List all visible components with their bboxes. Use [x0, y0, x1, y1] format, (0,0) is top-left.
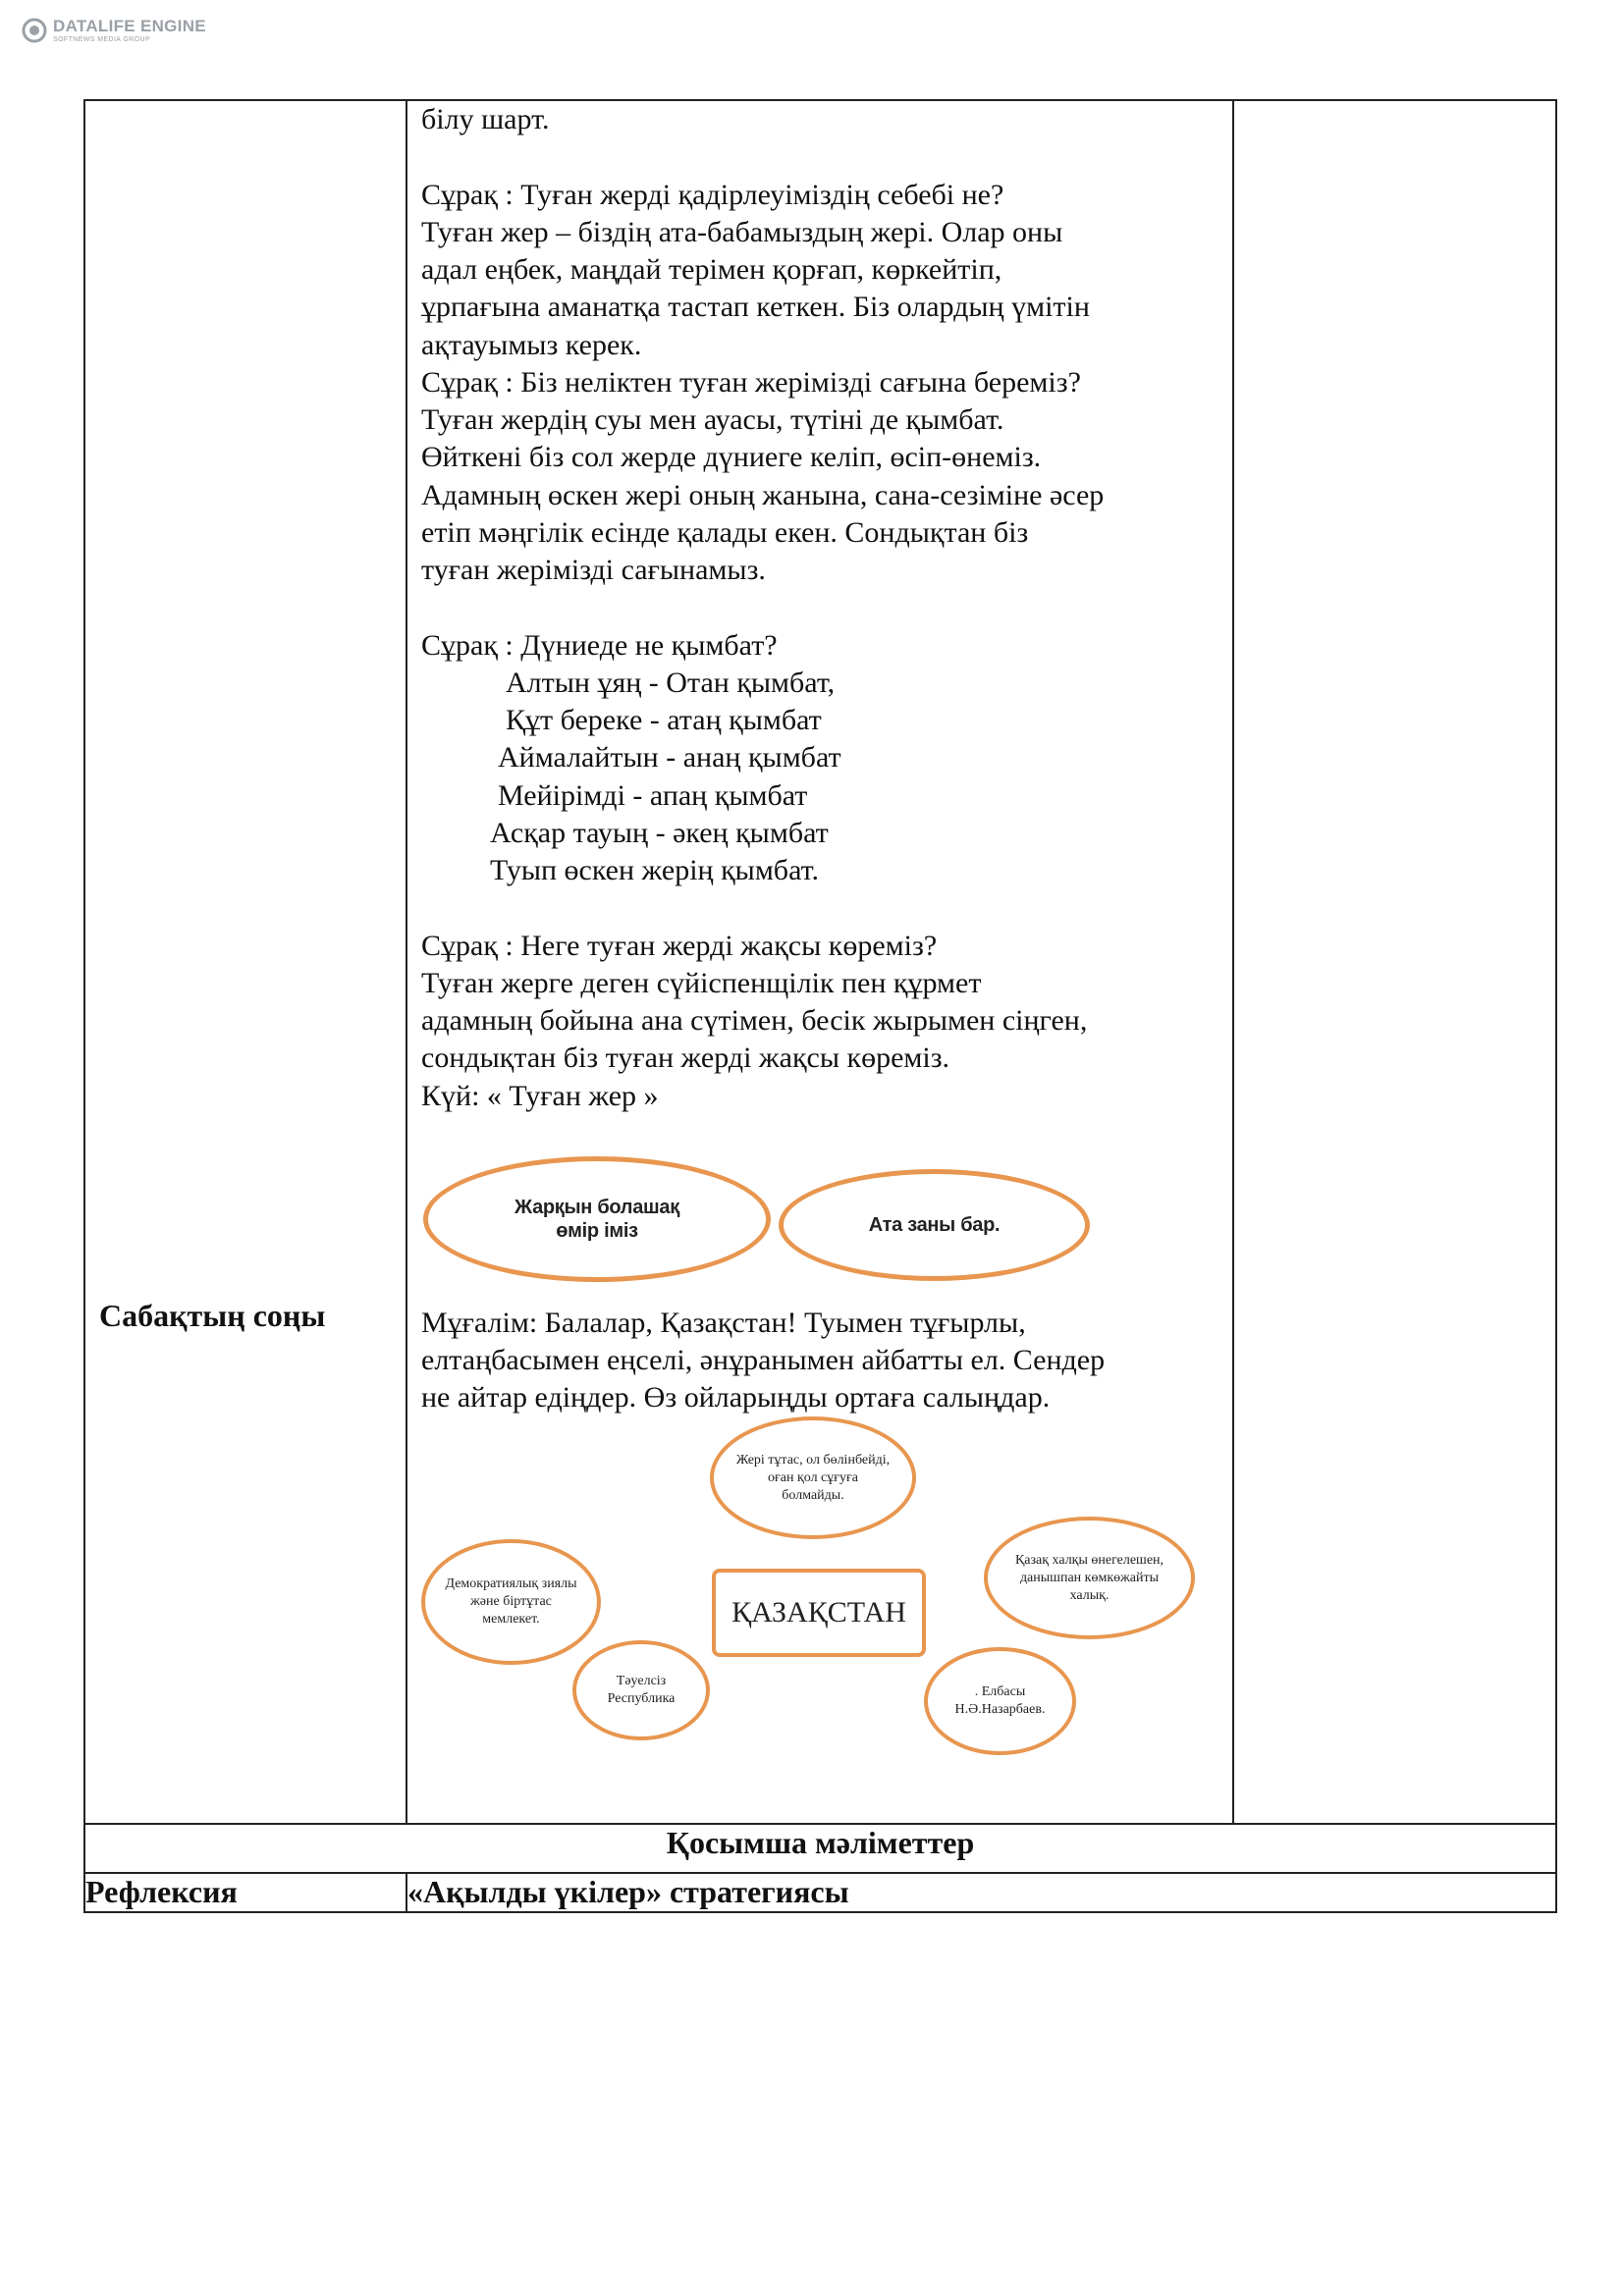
- teacher-line: Мұғалім: Балалар, Қазақстан! Туымен тұғырлы,: [421, 1307, 1026, 1339]
- bubble-president: [924, 1647, 1076, 1755]
- watermark: [22, 18, 206, 43]
- content-line: ұрпағына аманатқа тастап кеткен. Біз олардың үмітін: [421, 291, 1090, 323]
- content-line: ақтауымыз керек.: [421, 329, 642, 361]
- bubble-democracy-line: Демократиялық зиялы: [445, 1576, 577, 1591]
- lesson-table: [83, 99, 1557, 1913]
- content-line: Күй: « Туған жер »: [421, 1080, 659, 1112]
- content-line: Туған жер – біздің ата-бабамыздың жері. Олар оны: [421, 216, 1063, 248]
- content-line: етіп мәңгілік есінде қалады екен. Сондықтан біз: [421, 516, 1029, 549]
- teacher-line: елтаңбасымен еңселі, әнұранымен айбатты ел. Сендер: [421, 1344, 1106, 1376]
- content-line: Адамның өскен жері оның жанына, сана-сезіміне әсер: [421, 479, 1105, 511]
- ellipse-bright-future-line2: өмір іміз: [556, 1220, 638, 1242]
- bubble-people-line: халық.: [1069, 1587, 1110, 1603]
- ellipse-bright-future-line1: Жарқын болашақ: [514, 1197, 679, 1218]
- bubble-democracy-line: және біртұтас: [470, 1594, 552, 1609]
- stage-label: Сабақтың соңы: [99, 1298, 326, 1333]
- eye-logo-icon: [22, 18, 47, 43]
- watermark-subtitle: SOFTNEWS MEDIA GROUP: [53, 36, 151, 43]
- stage-row: [84, 100, 1556, 1824]
- bubble-land-line: оған қол сұғуға: [768, 1469, 858, 1485]
- bubble-people: [984, 1517, 1195, 1639]
- bubble-democracy: [421, 1539, 601, 1665]
- extra-info-header: Қосымша мәліметтер: [84, 1824, 1556, 1873]
- content-line: білу шарт.: [421, 103, 550, 135]
- poem-line: Туып өскен жерің қымбат.: [490, 854, 819, 886]
- ellipse-law-text: Ата заны бар.: [868, 1214, 1001, 1236]
- content-line: адал еңбек, маңдай терімен қорғап, көркейтіп,: [421, 253, 1002, 286]
- poem-line: Аймалайтын - анаң қымбат: [498, 741, 841, 774]
- bubble-republic: [572, 1640, 710, 1740]
- bubble-land: [710, 1416, 916, 1539]
- content-line: Сұрақ : Біз неліктен туған жерімізді сағына береміз?: [421, 366, 1081, 399]
- content-line: Туған жерге деген сүйіспенщілік пен құрмет: [421, 967, 982, 999]
- bubble-democracy-line: мемлекет.: [482, 1612, 540, 1627]
- kazakhstan-box: [712, 1569, 926, 1657]
- resources-cell: [1233, 100, 1556, 1824]
- reflection-label: Рефлексия: [84, 1873, 406, 1912]
- content-line: адамның бойына ана сүтімен, бесік жырымен сіңген,: [421, 1004, 1088, 1037]
- ellipse-law: [779, 1169, 1090, 1281]
- poem-line: Алтын ұяң - Отан қымбат,: [506, 667, 836, 699]
- ellipse-bright-future: [423, 1156, 771, 1282]
- content-line: Өйткені біз сол жерде дүниеге келіп, өсіп-өнеміз.: [421, 441, 1042, 473]
- bubble-president-line: . Елбасы: [974, 1684, 1026, 1699]
- bubble-land-line: болмайды.: [782, 1487, 844, 1503]
- content-line: Туған жердің суы мен ауасы, түтіні де қымбат.: [421, 403, 1004, 436]
- bubble-president-line: Н.Ә.Назарбаев.: [954, 1702, 1046, 1717]
- content-line: сондықтан біз туған жерді жақсы көреміз.: [421, 1041, 950, 1074]
- bubble-republic-line: Тәуелсіз: [616, 1674, 667, 1688]
- poem-line: Мейірімді - апаң қымбат: [498, 779, 808, 812]
- kazakhstan-label: ҚАЗАҚСТАН: [731, 1596, 906, 1629]
- stage-label-cell: [84, 100, 406, 1824]
- bubble-land-line: Жері тұтас, ол бөлінбейді,: [735, 1452, 891, 1468]
- content-area: [407, 101, 1232, 1823]
- content-line: Сұрақ : Неге туған жерді жақсы көреміз?: [421, 930, 938, 962]
- bubble-republic-line: Республика: [607, 1691, 676, 1706]
- teacher-line: не айтар едіңдер. Өз ойларыңды ортаға салыңдар.: [421, 1381, 1051, 1414]
- content-line: туған жерімізді сағынамыз.: [421, 554, 766, 586]
- watermark-title: DATALIFE ENGINE: [53, 17, 206, 35]
- bubble-people-line: Қазақ халқы өнегелешен,: [1014, 1552, 1164, 1568]
- bubble-people-line: данышпан көмкөжайты: [1019, 1570, 1160, 1585]
- content-line: Сұрақ : Дүниеде не қымбат?: [421, 629, 778, 662]
- poem-line: Асқар тауың - әкең қымбат: [490, 817, 829, 849]
- content-line: Сұрақ : Туған жерді қадірлеуіміздің себебі не?: [421, 179, 1004, 211]
- extra-info-row: [84, 1824, 1556, 1873]
- reflection-row: [84, 1873, 1556, 1912]
- poem-line: Құт береке - атаң қымбат: [506, 704, 822, 736]
- reflection-value: «Ақылды үкілер» стратегиясы: [406, 1873, 1556, 1912]
- content-cell: [406, 100, 1233, 1824]
